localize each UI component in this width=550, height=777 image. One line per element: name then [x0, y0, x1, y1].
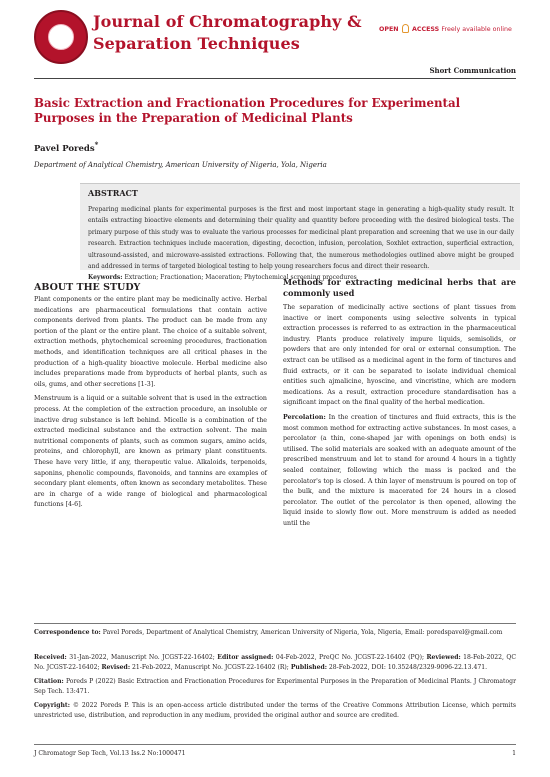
citation-text: Poreds P (2022) Basic Extraction and Fractionation Procedures for Experimental Purposes in the Preparation of Medicinal Plants. J Chromatogr Sep Tech. 13:471. — [34, 678, 516, 696]
right-column — [283, 277, 516, 529]
subsection-heading: Methods for extracting medicinal herbs that are commonly used — [283, 277, 516, 298]
journal-logo — [34, 10, 88, 64]
open-access-free: Freely available online — [441, 26, 512, 33]
journal-name-line1: Journal of Chromatography & — [93, 12, 362, 31]
article-title: Basic Extraction and Fractionation Procedures for Experimental Purposes in the Preparation of Medicinal Plants — [34, 96, 461, 125]
open-access-badge — [379, 24, 512, 33]
article-type: Short Communication — [429, 66, 516, 75]
page-footer-rule — [34, 744, 516, 745]
correspondence-label: Correspondence to: — [34, 629, 101, 636]
journal-name-line2: Separation Techniques — [93, 34, 300, 53]
keywords-label: Keywords: — [88, 274, 123, 282]
paragraph: Plant components or the entire plant may be medicinally active. Herbal medications are pharmaceutical formulations that contain active components derived from plants. The product can be made from any portion of the plant or the entire plant. The choice of a suitable solvent, extraction methods, phytochemical screening procedures, fractionation methods, and identification techniques are all critical phases in the production of a high-quality bioactive molecule. Herbal medicine also includes preparations made from byproducts of herbal plants, such as oils, gums, and other secretions [1-3]. — [34, 296, 267, 388]
revised-text: 21-Feb-2022, Manuscript No. JCGST-22-16402 (R); — [130, 664, 291, 672]
abstract-heading: ABSTRACT — [88, 188, 138, 198]
journal-name — [93, 11, 362, 55]
logo-emblem-icon — [48, 24, 74, 50]
correspondence-text: Pavel Poreds, Department of Analytical Chemistry, American University of Nigeria, Yola, Nigeria, Email: poredspavel@gmail.com — [100, 629, 503, 636]
editor-label: Editor assigned: — [217, 654, 274, 661]
author-mark: * — [94, 140, 99, 149]
section-heading: ABOUT THE STUDY — [34, 282, 141, 293]
copyright-text: © 2022 Poreds P. This is an open-access article distributed under the terms of the Creative Commons Attribution License, which permits unrestricted use, distribution, and reproduction in any medium, provided the original author and source are credited. — [34, 702, 516, 720]
journal-reference: J Chromatogr Sep Tech, Vol.13 Iss.2 No:1000471 — [34, 750, 186, 757]
reviewed-text: 18-Feb-2022, QC No. JCGST-22-16402; — [34, 654, 516, 672]
citation — [34, 677, 516, 698]
copyright-label: Copyright: — [34, 702, 70, 709]
paragraph: Menstruum is a liquid or a suitable solvent that is used in the extraction process. At the completion of the extraction procedure, an insoluble or inactive drug substance is left behind. Micelle is a combination of the extracted medicinal substance and the extraction solvent. The main nutritional components of plants, such as common sugars, amino acids, proteins, and chlorophyll, are known as primary plant constituents. These have very little, if any, therapeutic value. Alkaloids, terpenoids, saponins, phenolic compounds, flavonoids, and tannins are examples of secondary plant elements, often known as secondary metabolites. These are in charge of a wide range of biological and pharmacological functions [4-6]. — [34, 395, 267, 509]
abstract-text: Preparing medicinal plants for experimental purposes is the first and most important stage in generating a high-quality study result. It entails extracting bioactive elements and determining their quality and quantity before proceeding with the desired biological tests. The primary purpose of this study was to evaluate the various processes for medicinal plant preparation and screening that we use in our daily research. Extraction techniques include maceration, digesting, decoction, infusion, percolation, Soxhlet extraction, superficial extraction, ultrasound-assisted, and microwave-assisted extractions. Following that, the numerous methodologies outlined above might be grouped and addressed in terms of targeted biological testing to help young researchers focus and direct their research. — [88, 206, 514, 271]
dates — [34, 653, 516, 674]
open-access-prefix: OPEN — [379, 26, 399, 33]
paragraph-text: In the creation of tinctures and fluid extracts, this is the most common method for extracting active substances. In most cases, a percolator (a thin, cone-shaped jar with openings on both ends) is utilised. The solid materials are soaked with an adequate amount of the prescribed menstruum and let to stand for around 4 hours in a tightly sealed container, following which the mass is packed and the percolator's top is closed. A thin layer of menstruum is poured on top of the bulk, and the mixture is macerated for 24 hours in a closed percolator. The outlet of the percolator is then opened, allowing the liquid inside to slowly flow out. More menstruum is added as needed until the — [283, 413, 516, 527]
copyright — [34, 701, 516, 722]
keywords: Extraction; Fractionation; Maceration; Phytochemical screening procedures — [124, 274, 357, 282]
received-label: Received: — [34, 654, 67, 661]
received-text: 31-Jan-2022, Manuscript No. JCGST-22-16402; — [66, 654, 218, 661]
header-rule — [34, 78, 516, 79]
citation-label: Citation: — [34, 678, 64, 685]
reviewed-label: Reviewed: — [426, 654, 461, 661]
footer-rule — [34, 623, 516, 624]
published-label: Published: — [290, 664, 327, 672]
paragraph: The separation of medicinally active sections of plant tissues from inactive or inert components using selective solvents in typical extraction processes is referred to as extraction in the pharmaceutical industry. Plants produce relatively impure liquids, semisolids, or powders that are only intended for oral or external consumption. The extract can be utilised as a medicinal agent in the form of tinctures and fluid extracts, or it can be separated to isolate individual chemical entities such ajmalicine, hyoscine, and vincristine, which are modern medications. As a result, extraction procedure standardisation has a significant impact on the final quality of the herbal medication. — [283, 304, 516, 407]
page-number: 1 — [512, 750, 516, 757]
abstract-body — [88, 204, 514, 284]
left-column — [34, 282, 267, 511]
paragraph-lead: Percolation: — [283, 413, 326, 421]
open-lock-icon — [402, 24, 409, 33]
correspondence — [34, 628, 516, 638]
revised-label: Revised: — [101, 664, 131, 672]
affiliation: Department of Analytical Chemistry, American University of Nigeria, Yola, Nigeria — [34, 161, 327, 169]
published-text: 28-Feb-2022, DOI: 10.35248/2329-9096-22.13.471. — [326, 664, 488, 672]
open-access-suffix: ACCESS — [411, 26, 440, 33]
author-line — [34, 140, 98, 154]
author-name: Pavel Poreds — [34, 143, 95, 154]
editor-text: 04-Feb-2022, PreQC No. JCGST-22-16402 (PQ); — [273, 654, 427, 661]
paragraph — [283, 413, 516, 530]
